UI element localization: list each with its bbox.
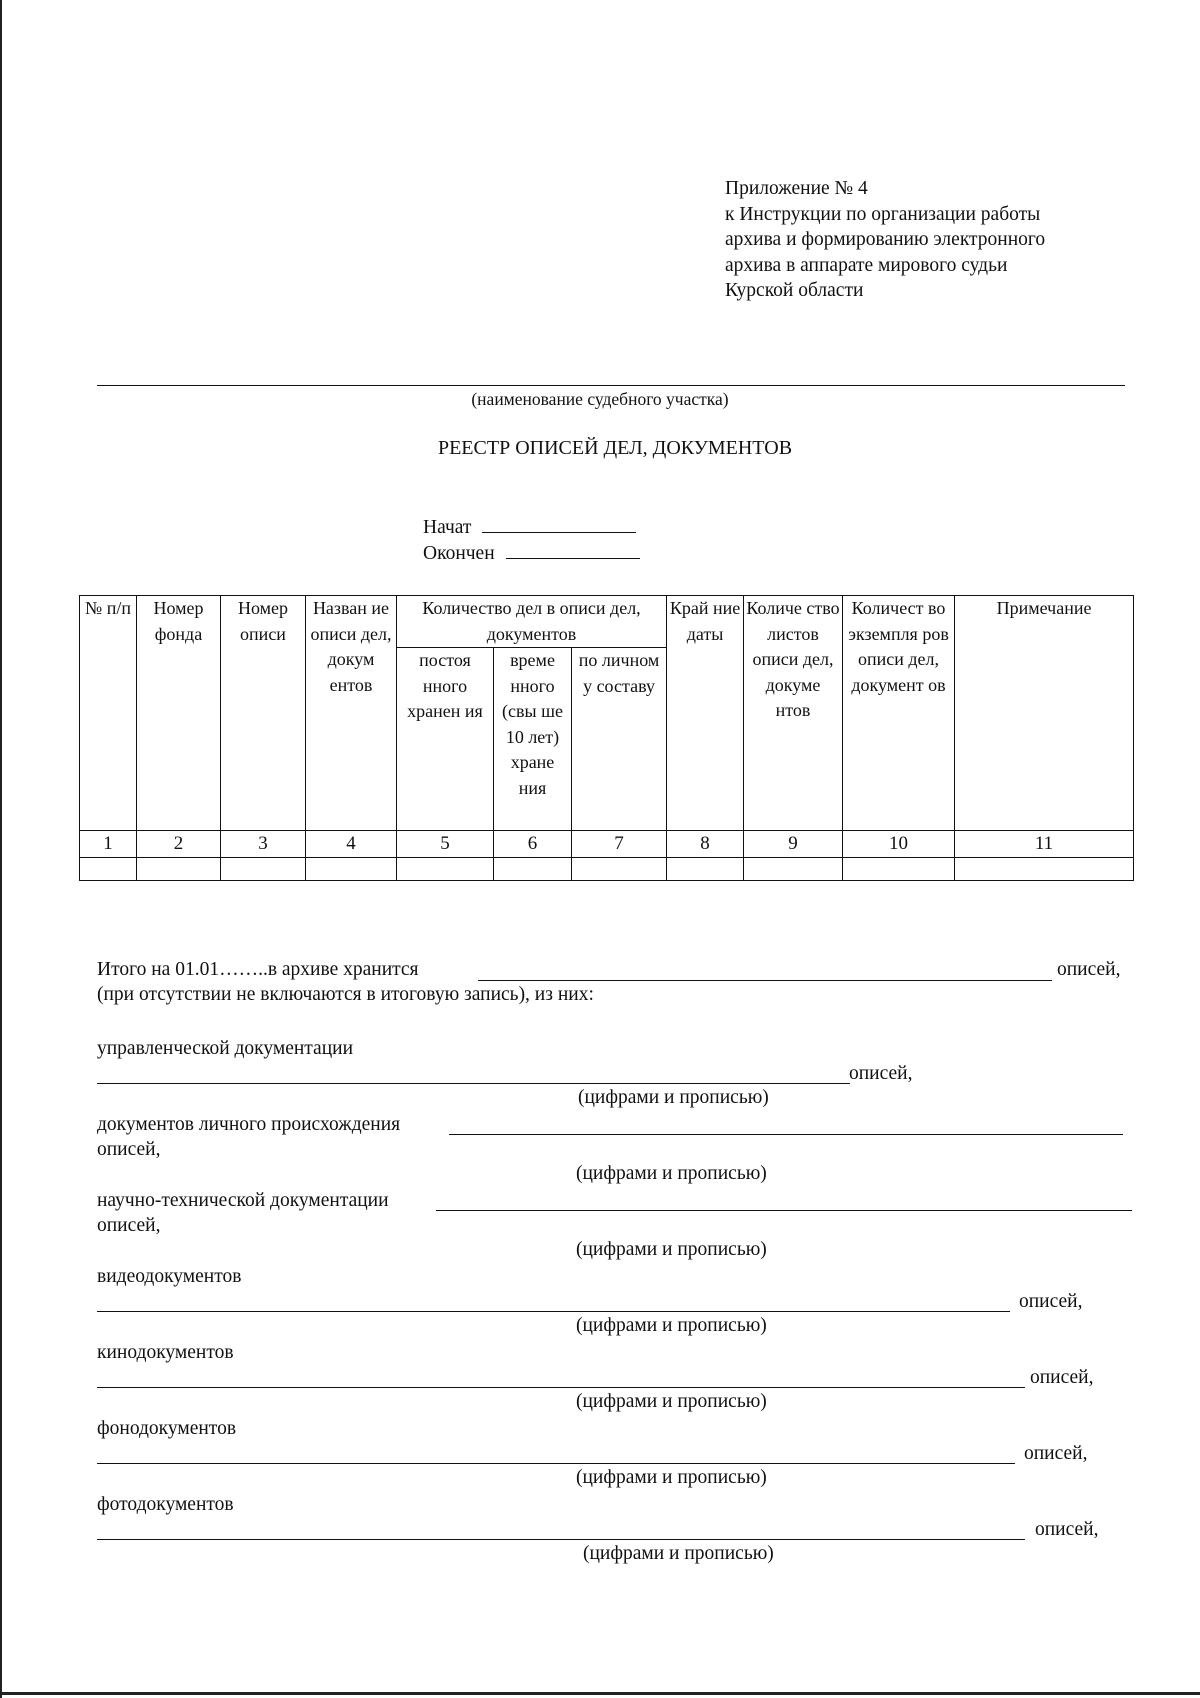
category-blank [436,1210,1132,1211]
document-title: РЕЕСТР ОПИСЕЙ ДЕЛ, ДОКУМЕНТОВ [437,437,793,459]
header-copies: Количест во экземпля ров описи дел, документ ов [843,596,955,831]
digits-caption: (цифрами и прописью) [576,1467,767,1488]
digits-caption: (цифрами и прописью) [576,1315,767,1336]
appendix-line: к Инструкции по организации работы [725,203,1041,225]
category-unit: описей, [1019,1291,1083,1312]
header-note: Примечание [955,596,1134,831]
table-cell [667,858,744,881]
finished-blank [506,540,640,559]
court-name-caption: (наименование судебного участка) [471,389,729,409]
category-label: фонодокументов [97,1418,237,1439]
header-sheets: Количе ство листов описи дел, докуме нтов [744,596,843,831]
scan-edge-bottom [0,1692,1200,1695]
header-cases-count: Количество дел в описи дел, документов [397,596,667,648]
category-blank [97,1387,1025,1388]
header-temporary: време нного (свы ше 10 лет) хране ния [494,648,572,831]
scan-edge-left [0,0,2,1698]
column-number: 11 [955,831,1134,858]
started-label: Начат [423,517,472,538]
table-cell [744,858,843,881]
category-label: научно-технической документации [97,1190,389,1211]
digits-caption: (цифрами и прописью) [576,1391,767,1412]
column-number: 2 [137,831,221,858]
column-number: 4 [306,831,397,858]
category-unit: описей, [1030,1367,1094,1388]
category-unit: описей, [1035,1519,1099,1540]
table-cell [80,858,137,881]
header-inventory: Номер описи [221,596,306,831]
category-blank [97,1539,1025,1540]
category-label: видеодокументов [97,1266,242,1287]
category-label: кинодокументов [97,1342,234,1363]
table-cell [843,858,955,881]
column-number: 7 [572,831,667,858]
table-cell [572,858,667,881]
category-label: документов личного происхождения [97,1114,401,1135]
header-number: № п/п [80,596,137,831]
category-unit: описей, [97,1215,161,1236]
appendix-line: Приложение № 4 [725,178,868,199]
category-blank [97,1083,850,1084]
registry-table [79,595,1134,881]
finished-label: Окончен [423,543,495,564]
category-label: управленческой документации [97,1038,354,1059]
header-fond: Номер фонда [137,596,221,831]
totals-note: (при отсутствии не включаются в итоговую запись), из них: [97,984,594,1005]
finished-field [423,540,640,565]
category-blank [97,1311,1010,1312]
digits-caption: (цифрами и прописью) [576,1163,767,1184]
header-inventory-title: Назван ие описи дел, докум ентов [306,596,397,831]
table-cell [306,858,397,881]
totals-blank [478,980,1052,981]
column-number: 9 [744,831,843,858]
header-personnel: по личном у составу [572,648,667,831]
table-cell [397,858,494,881]
column-number: 1 [80,831,137,858]
started-blank [482,514,636,533]
category-blank [97,1463,1015,1464]
header-permanent: постоя нного хранен ия [397,648,494,831]
appendix-line: Курской области [725,280,864,301]
appendix-line: архива и формированию электронного [725,229,1046,250]
appendix-line: архива в аппарате мирового судьи [725,254,1008,276]
totals-unit: описей, [1057,959,1121,980]
column-number: 6 [494,831,572,858]
column-number: 3 [221,831,306,858]
table-cell [955,858,1134,881]
appendix-note [725,176,1045,304]
category-unit: описей, [849,1063,913,1084]
category-unit: описей, [97,1139,161,1160]
table-cell [221,858,306,881]
totals-label: Итого на 01.01……..в архиве хранится [97,959,419,980]
court-name-line [97,385,1125,386]
column-number: 5 [397,831,494,858]
column-number: 10 [843,831,955,858]
table-cell [137,858,221,881]
started-field [423,514,636,539]
digits-caption: (цифрами и прописью) [583,1543,774,1564]
category-label: фотодокументов [97,1494,234,1515]
digits-caption: (цифрами и прописью) [576,1239,767,1260]
digits-caption: (цифрами и прописью) [578,1087,769,1108]
category-blank [449,1134,1123,1135]
table-cell [494,858,572,881]
column-number: 8 [667,831,744,858]
header-dates: Край ние даты [667,596,744,831]
category-unit: описей, [1024,1443,1088,1464]
